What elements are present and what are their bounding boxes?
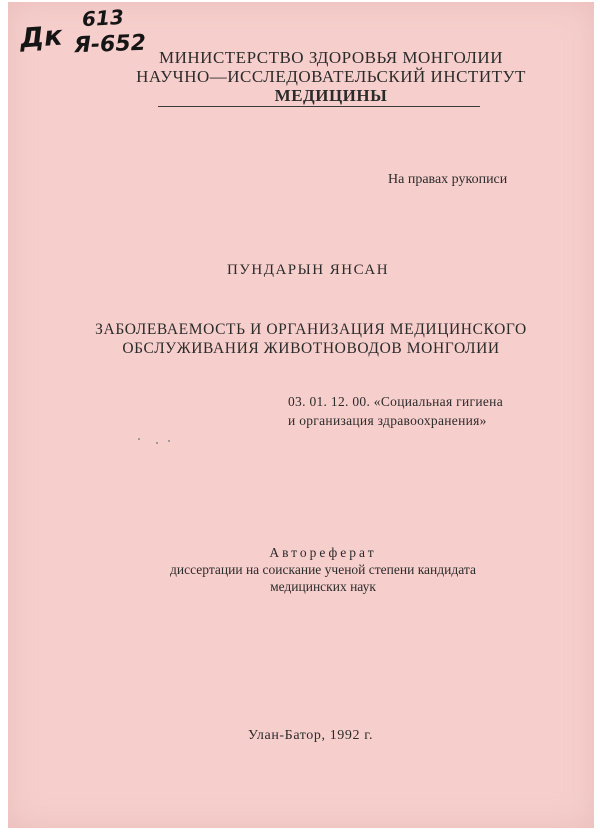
title-line: ОБСЛУЖИВАНИЯ ЖИВОТНОВОДОВ МОНГОЛИИ [122, 340, 500, 357]
paper-speck [168, 440, 170, 442]
thesis-title [66, 320, 556, 358]
author-name: ПУНДАРЫН ЯНСАН [226, 262, 390, 278]
institute-line: НАУЧНО—ИССЛЕДОВАТЕЛЬСКИЙ ИНСТИТУТ [136, 67, 526, 86]
specialty-code [288, 392, 503, 430]
place-and-year: Улан-Батор, 1992 г. [248, 728, 374, 743]
rights-note: На правах рукописи [388, 172, 508, 187]
abstract-block [68, 544, 578, 595]
ministry-header [136, 48, 526, 105]
abstract-label: Автореферат [269, 545, 377, 560]
handwritten-mark-code: Я-652 [73, 30, 147, 59]
specialty-line: 03. 01. 12. 00. «Социальная гигиена [288, 394, 503, 409]
specialty-line: и организация здравоохранения» [288, 413, 487, 428]
abstract-line: медицинских наук [270, 579, 376, 594]
handwritten-mark-top: 613 [81, 4, 125, 32]
header-divider [158, 106, 480, 107]
paper-speck [138, 438, 140, 440]
paper-speck [156, 442, 158, 444]
ministry-line: МИНИСТЕРСТВО ЗДОРОВЬЯ МОНГОЛИИ [159, 48, 503, 67]
abstract-line: диссертации на соискание ученой степени кандидата [170, 562, 476, 577]
title-line: ЗАБОЛЕВАЕМОСТЬ И ОРГАНИЗАЦИЯ МЕДИЦИНСКОГО [95, 321, 527, 338]
document-page [8, 2, 594, 828]
medicine-line: МЕДИЦИНЫ [274, 86, 388, 105]
handwritten-mark-left: Дк [18, 20, 64, 55]
